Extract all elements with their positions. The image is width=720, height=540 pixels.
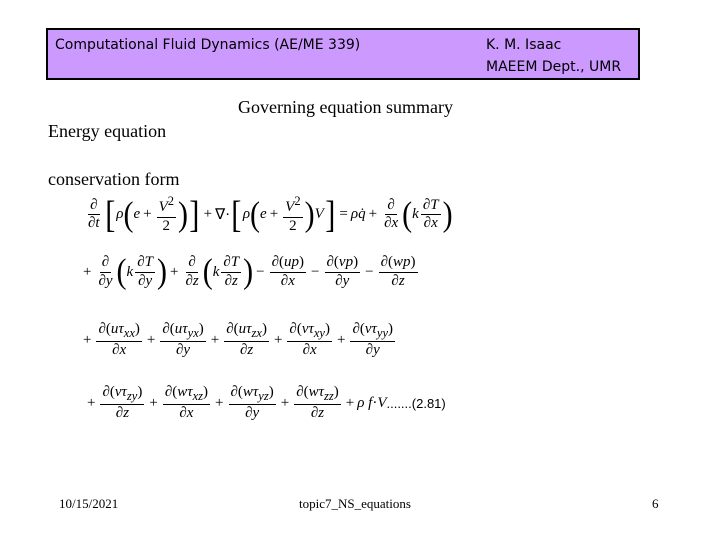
course-title: Computational Fluid Dynamics (AE/ME 339) (55, 37, 361, 53)
header-banner (46, 28, 640, 80)
footer-date: 10/15/2021 (59, 496, 119, 511)
department: MAEEM Dept., UMR (486, 59, 622, 75)
slide-title: Governing equation summary (238, 97, 453, 117)
equation-line-3: + $\frac{\partial(u\tau_{xx})}{\partial x}$ + $\frac{\partial(u\tau_{yx})}{\partial y}$ + $\frac{\partial(u\tau_{zx})}{\partial z}$ + $\frac{\partial(v\tau_{xy})}{\partial x}$ + $\frac{\partial(v\tau_{yy})}{\partial y}$ (83, 321, 393, 359)
equation-line-4: + $\frac{\partial(v\tau_{zy})}{\partial z}$ + $\frac{\partial(w\tau_{xz})}{\partial x}$ + $\frac{\partial(w\tau_{yz})}{\partial y}$ + $\frac{\partial(w\tau_{zz})}{\partial z}$ + ρ f · V .......(2.81) (87, 384, 446, 422)
equation-line-1: $\frac{\partial}{\partial t}$ [ ρ ( e + $\frac{V^2}{2}$ ) ] + ∇· [ ρ ( e + $\frac{V^2}{2}$ ) V ] = ρq̇ + $\frac{\partial}{\partial x}$ ( k $\frac{\partial T}{\partial x}$ ) (88, 193, 453, 236)
footer-topic: topic7_NS_equations (299, 496, 411, 511)
section-heading: Energy equation (48, 121, 167, 141)
author-name: K. M. Isaac (486, 37, 562, 53)
equation-line-2: + $\frac{\partial}{\partial y}$ ( k $\frac{\partial T}{\partial y}$ ) + $\frac{\partial}{\partial z}$ ( k $\frac{\partial T}{\partial z}$ ) − $\frac{\partial(up)}{\partial x}$ − $\frac{\partial(vp)}{\partial y}$ − $\frac{\partial(wp)}{\partial z}$ (83, 252, 416, 291)
subsection-heading: conservation form (48, 169, 180, 189)
equation-number: .......(2.81) (386, 395, 446, 411)
page-number: 6 (652, 496, 659, 511)
